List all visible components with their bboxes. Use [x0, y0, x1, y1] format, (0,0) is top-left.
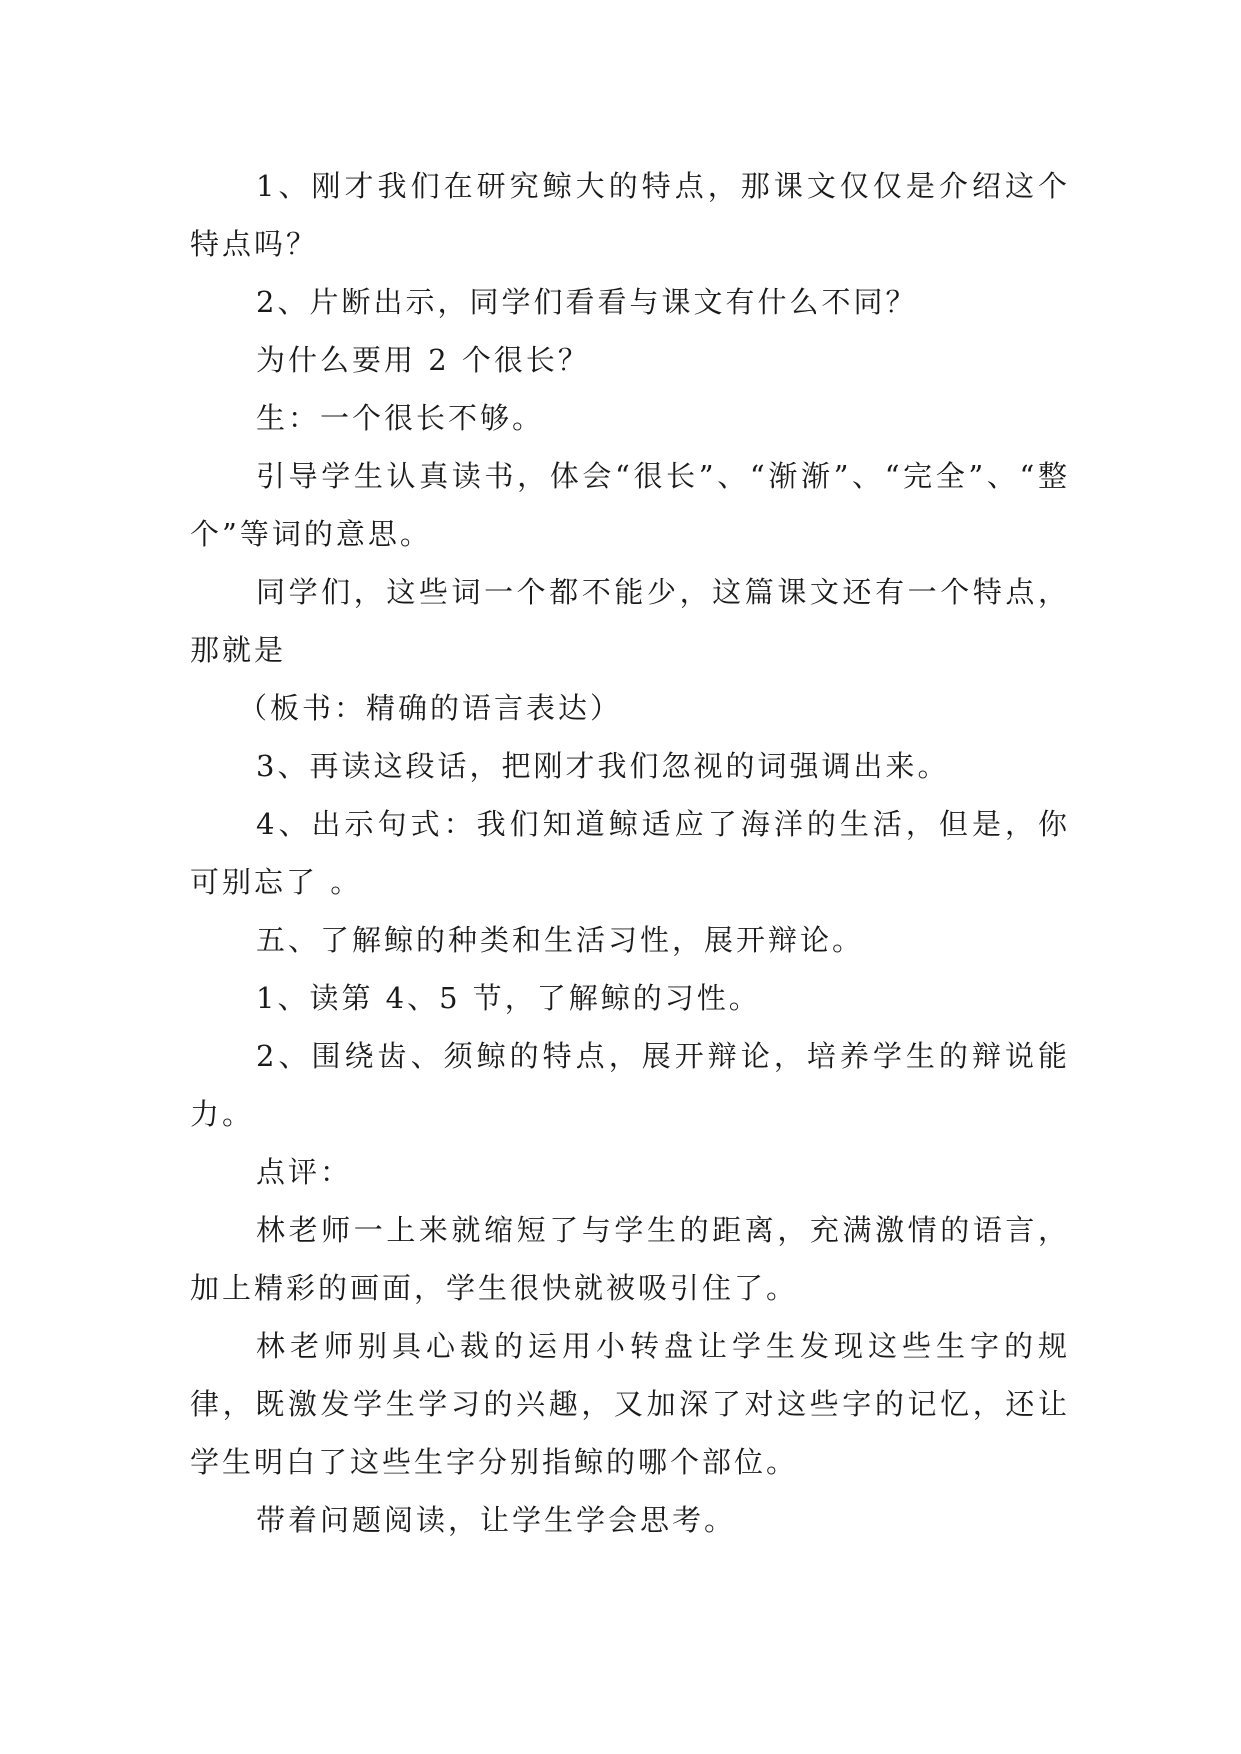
paragraph-why-two-long: 为什么要用 2 个很长？	[256, 343, 590, 377]
paragraph-blackboard-note: （板书：精确的语言表达）	[238, 691, 623, 725]
paragraph-comment-1: 林老师一上来就缩短了与学生的距离，充满激情的语言，加上精彩的画面，学生很快就被吸引住了。	[190, 1213, 1070, 1305]
paragraph-comment-label: 点评：	[256, 1155, 353, 1189]
paragraph-comment-3: 带着问题阅读，让学生学会思考。	[256, 1503, 737, 1537]
paragraph-question-2: 2、片断出示，同学们看看与课文有什么不同？	[256, 285, 918, 319]
paragraph-read-sections: 1、读第 4、5 节，了解鲸的习性。	[256, 981, 761, 1015]
section-heading-5: 五、了解鲸的种类和生活习性，展开辩论。	[256, 923, 865, 957]
paragraph-comment-2: 林老师别具心裁的运用小转盘让学生发现这些生字的规律，既激发学生学习的兴趣，又加深了对这些字的记忆，还让学生明白了这些生字分别指鲸的哪个部位。	[190, 1329, 1070, 1479]
paragraph-another-feature: 同学们，这些词一个都不能少，这篇课文还有一个特点，那就是	[190, 575, 1070, 667]
paragraph-question-1: 1、刚才我们在研究鲸大的特点，那课文仅仅是介绍这个特点吗？	[190, 169, 1070, 261]
paragraph-question-4: 4、出示句式：我们知道鲸适应了海洋的生活，但是，你可别忘了 。	[190, 807, 1070, 899]
document-body	[190, 157, 1070, 1549]
paragraph-student-answer: 生：一个很长不够。	[256, 401, 545, 435]
paragraph-debate: 2、围绕齿、须鲸的特点，展开辩论，培养学生的辩说能力。	[190, 1039, 1070, 1131]
paragraph-question-3: 3、再读这段话，把刚才我们忽视的词强调出来。	[256, 749, 950, 783]
paragraph-guide-reading: 引导学生认真读书，体会“很长”、“渐渐”、“完全”、“整个”等词的意思。	[190, 459, 1070, 551]
